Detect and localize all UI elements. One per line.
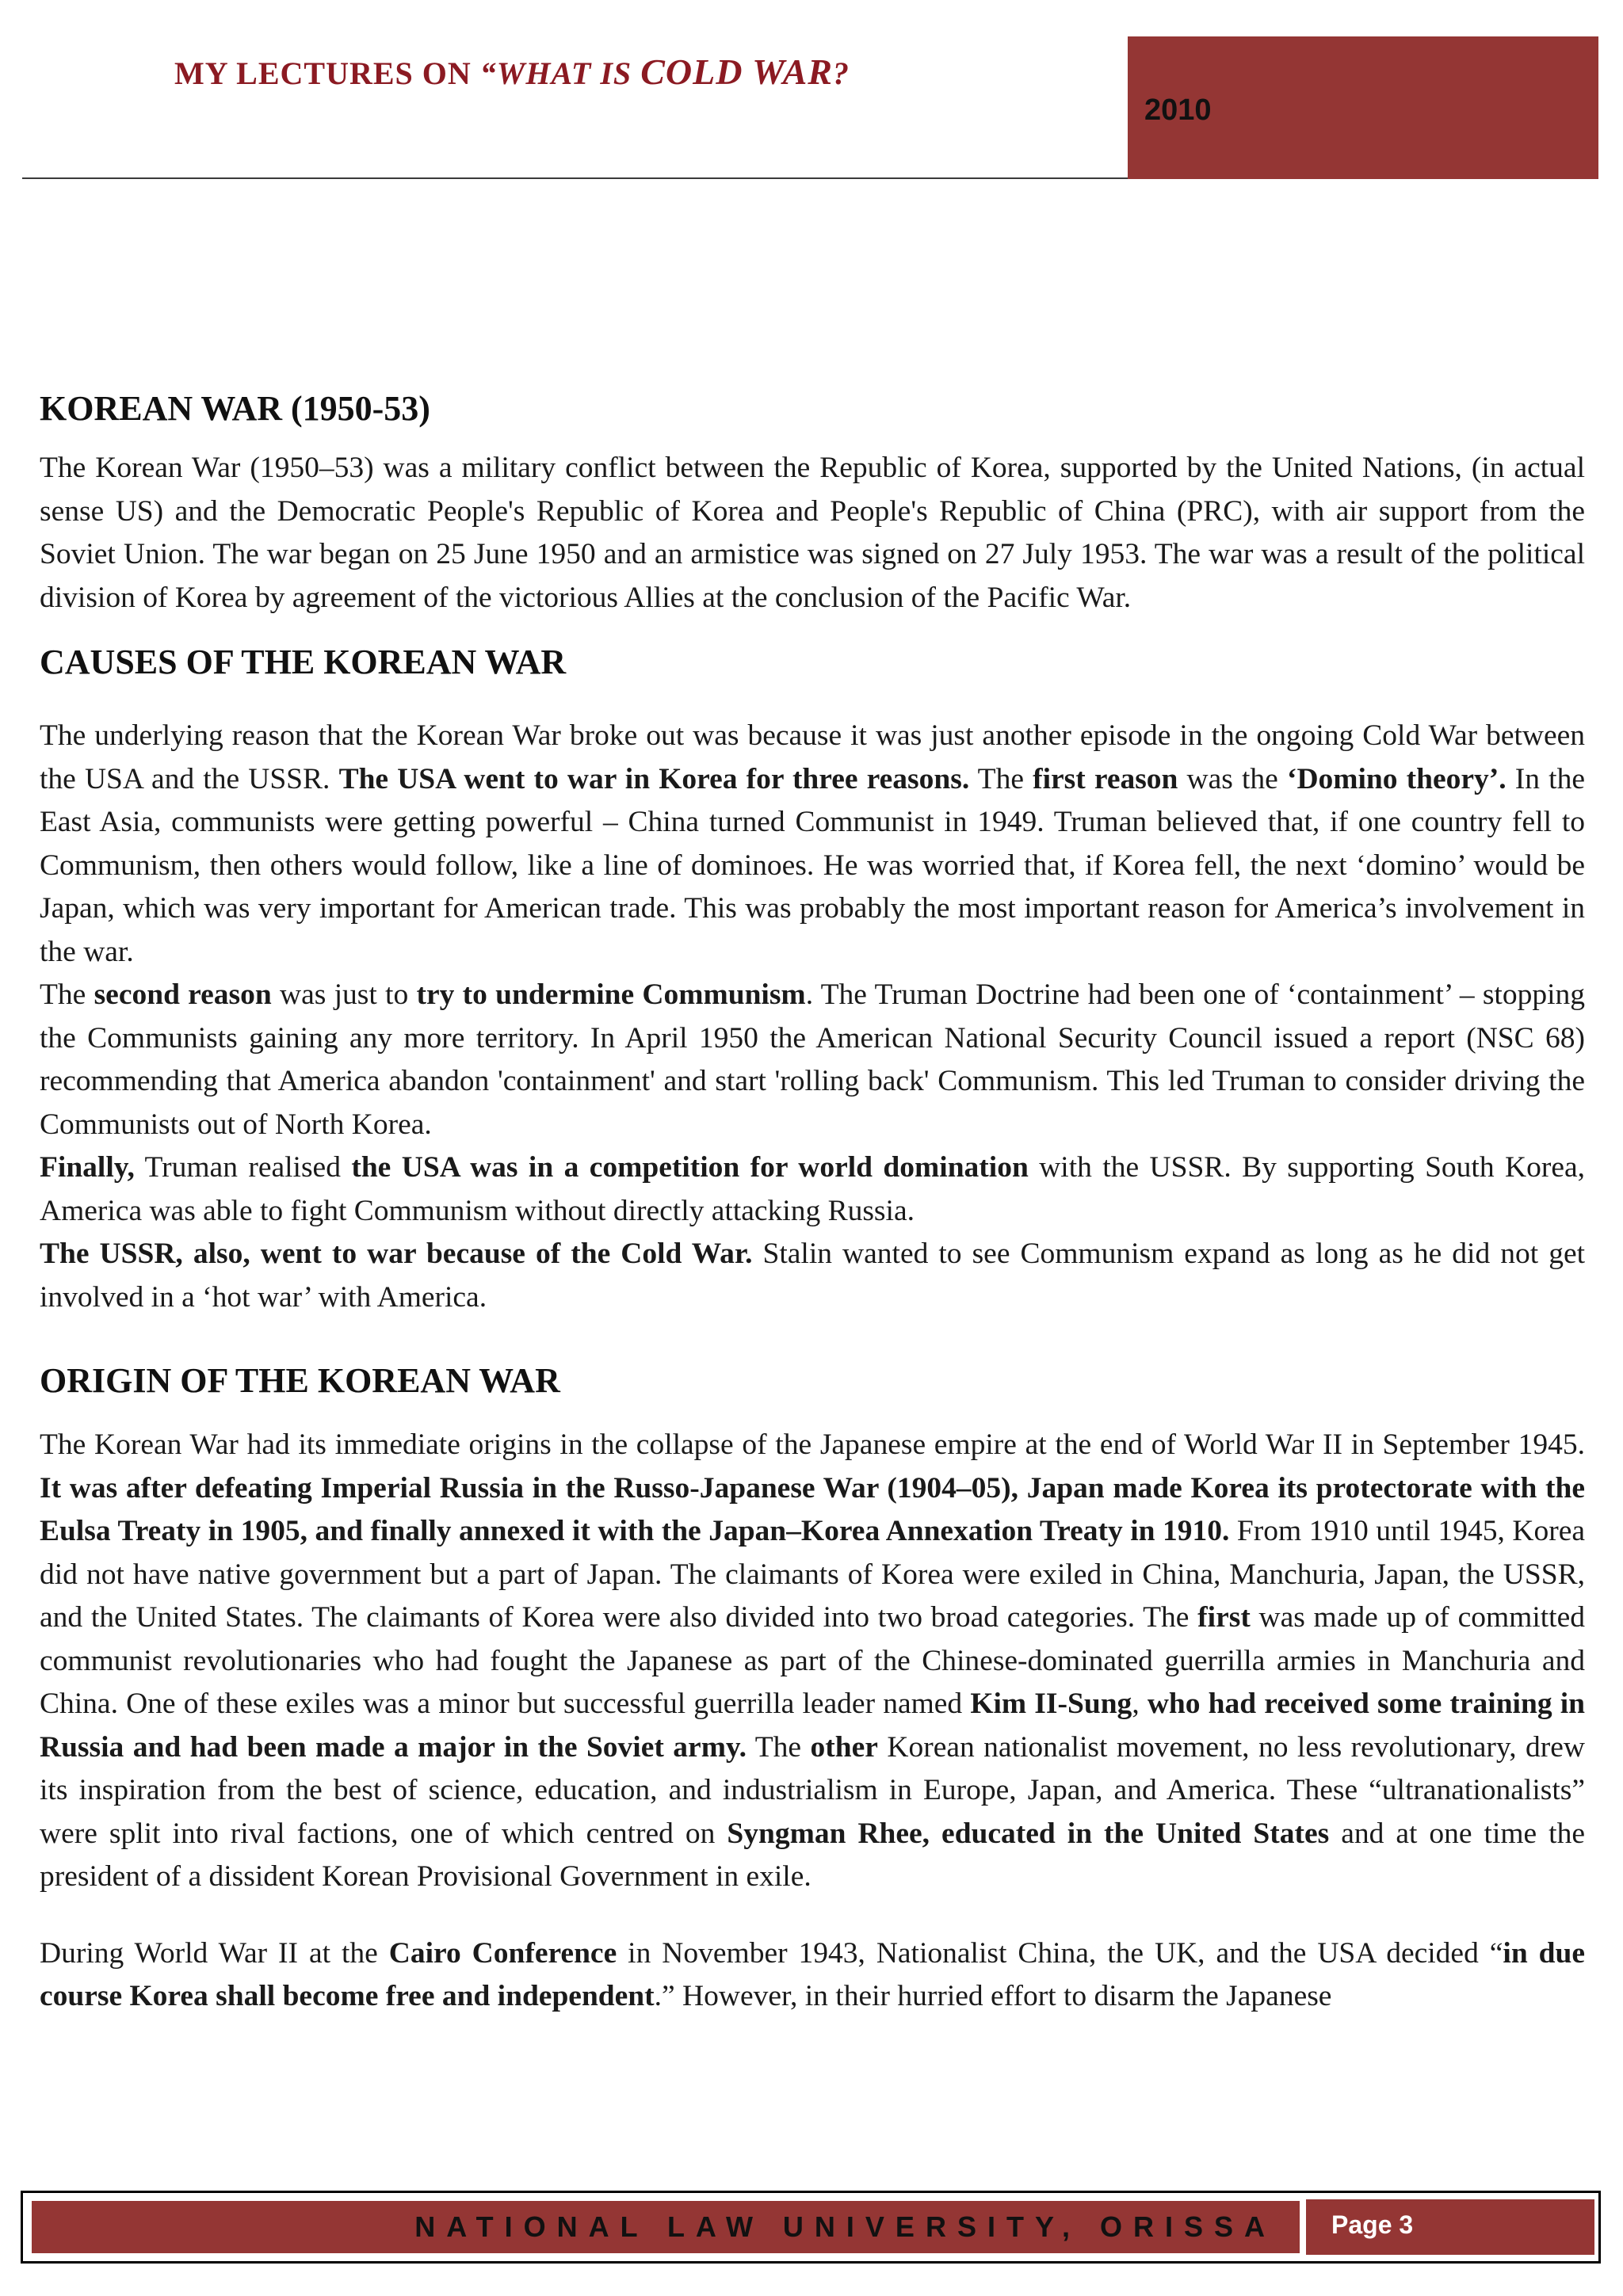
heading-causes: CAUSES OF THE KOREAN WAR [40,643,567,681]
paragraph-korean-war: The Korean War (1950–53) was a military conflict between the Republic of Korea, supported by the United Nations, (in actual sense US) and the Democratic People's Republic of Korea and People's Republic of China (PRC), with air support from the Soviet Union. The war began on 25 June 1950 and an armistice was signed on 27 July 1953. The war was a result of the political division of Korea by agreement of the victorious Allies at the conclusion of the Pacific War. [40,452,1585,614]
page-number: Page 3 [1331,2210,1414,2239]
paragraph-spacer [40,1899,1585,1932]
document-body [40,385,1585,2019]
paragraph-causes-1: The underlying reason that the Korean War broke out was because it was just another episode in the ongoing Cold War between the USA and the USSR. The USA went to war in Korea for three reasons. The first reason was the ‘Domino theory’. In the East Asia, communists were getting powerful – China turned Communist in 1949. Truman believed that, if one country fell to Communism, then others would follow, like a line of dominoes. He was worried that, if Korea fell, the next ‘domino’ would be Japan, which was very important for American trade. This was probably the most important reason for America’s involvement in the war. [40,719,1585,968]
document-header-title: MY LECTURES ON “WHAT IS COLD WAR? [174,51,850,92]
paragraph-causes-4: The USSR, also, went to war because of the Cold War. Stalin wanted to see Communism expand as long as he did not get involved in a ‘hot war’ with America. [40,1238,1586,1314]
header-divider [22,177,1128,179]
heading-origin: ORIGIN OF THE KOREAN WAR [40,1361,560,1400]
footer-institution: NATIONAL LAW UNIVERSITY, ORISSA [414,2210,1276,2243]
paragraph-origin-2: During World War II at the Cairo Conference in November 1943, Nationalist China, the UK, and the USA decided “in due course Korea shall become free and independent.” However, in their hurried effort to disarm the Japanese [40,1936,1585,2012]
paragraph-origin-1: The Korean War had its immediate origins in the collapse of the Japanese empire at the end of World War II in September 1945. It was after defeating Imperial Russia in the Russo-Japanese War (1904–05), Japan made Korea its protectorate with the Eulsa Treaty in 1905, and finally annexed it with the Japan–Korea Annexation Treaty in 1910. From 1910 until 1945, Korea did not have native government but a part of Japan. The claimants of Korea were exiled in China, Manchuria, Japan, the USSR, and the United States. The claimants of Korea were also divided into two broad categories. The first was made up of committed communist revolutionaries who had fought the Japanese as part of the Chinese-dominated guerrilla armies in Manchuria and China. One of these exiles was a minor but successful guerrilla leader named Kim II-Sung, who had received some training in Russia and had been made a major in the Soviet army. The other Korean nationalist movement, no less revolutionary, drew its inspiration from the best of science, education, and industrialism in Europe, Japan, and America. These “ultranationalists” were split into rival factions, one of which centred on Syngman Rhee, educated in the United States and at one time the president of a dissident Korean Provisional Government in exile. [40,1428,1586,1893]
footer-bar [32,2201,1300,2253]
year-label: 2010 [1144,93,1212,127]
heading-korean-war: KOREAN WAR (1950-53) [40,389,430,428]
paragraph-causes-2: The second reason was just to try to undermine Communism. The Truman Doctrine had been one of ‘containment’ – stopping the Communists gaining any more territory. In April 1950 the American National Security Council issued a report (NSC 68) recommending that America abandon 'containment' and start 'rolling back' Communism. This led Truman to consider driving the Communists out of North Korea. [40,978,1586,1141]
section-spacer [40,1319,1585,1357]
paragraph-causes-3: Finally, Truman realised the USA was in a competition for world domination with the USSR. By supporting South Korea, America was able to fight Communism without directly attacking Russia. [40,1151,1585,1227]
